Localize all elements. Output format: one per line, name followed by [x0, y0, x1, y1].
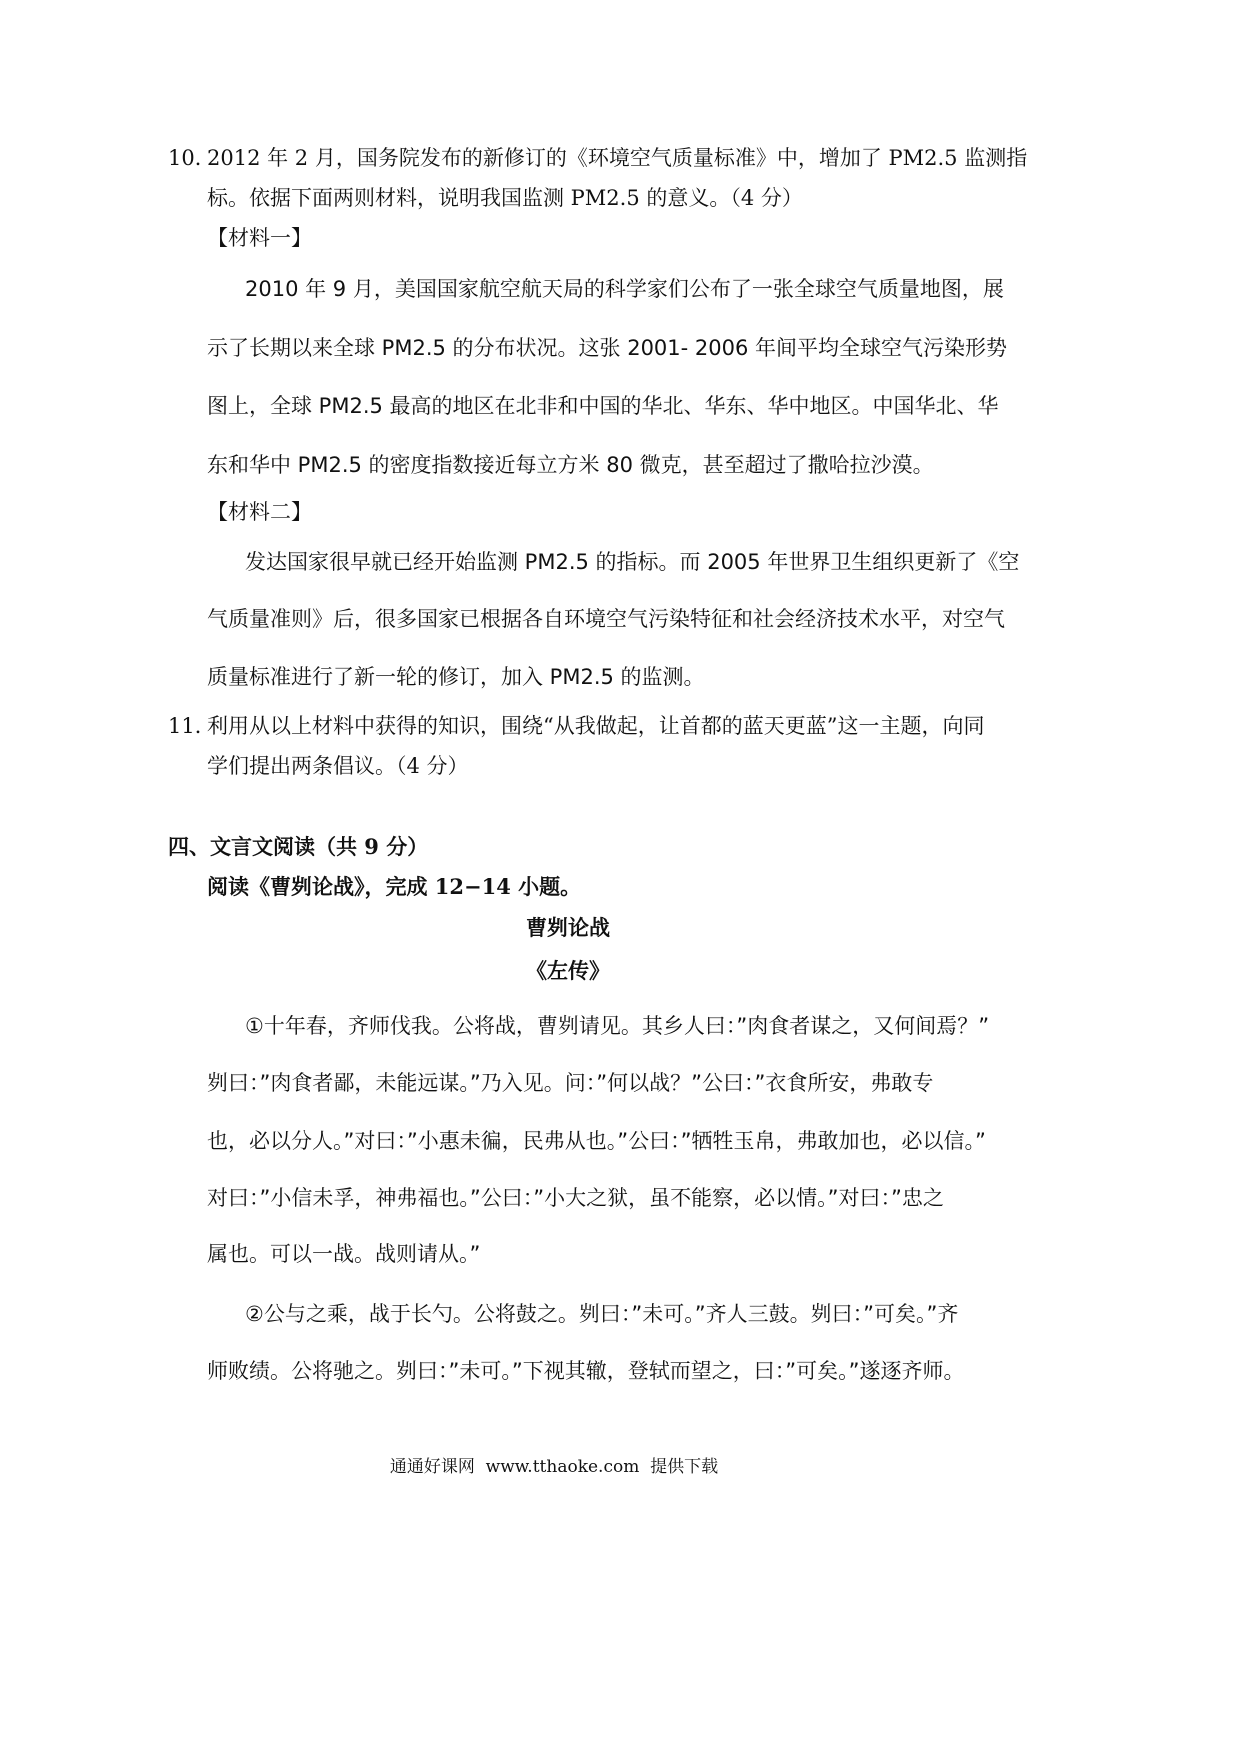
question-10-line-2: 标。依据下面两则材料，说明我国监测 PM2.5 的意义。（4 分） [207, 186, 803, 210]
material-1-label: 【材料一】 [207, 226, 312, 250]
passage-para-2-line-1: ②公与之乘，战于长勺。公将鼓之。刿曰：”未可。”齐人三鼓。刿曰：”可矣。”齐 [245, 1302, 959, 1326]
page-footer: 通通好课网 www.tthaoke.com 提供下载 [389, 1457, 719, 1477]
material-2-line-2: 气质量准则》后，很多国家已根据各自环境空气污染特征和社会经济技术水平，对空气 [207, 607, 1005, 631]
section-heading: 四、文言文阅读（共 9 分） [168, 834, 429, 859]
passage-title: 曹刿论战 [526, 915, 610, 940]
passage-para-2-line-2: 师败绩。公将驰之。刿曰：”未可。”下视其辙，登轼而望之，曰：”可矣。”遂逐齐师。 [207, 1359, 965, 1383]
material-1-line-3: 图上，全球 PM2.5 最高的地区在北非和中国的华北、华东、华中地区。中国华北、华 [207, 394, 999, 418]
question-11-line-2: 学们提出两条倡议。（4 分） [207, 754, 469, 778]
passage-para-1-line-5: 属也。可以一战。战则请从。” [207, 1242, 481, 1266]
material-2-line-3: 质量标准进行了新一轮的修订，加入 PM2.5 的监测。 [207, 665, 705, 689]
material-1-line-4: 东和华中 PM2.5 的密度指数接近每立方米 80 微克，甚至超过了撒哈拉沙漠。 [207, 453, 934, 477]
question-11-number: 11． [168, 714, 216, 738]
material-1-line-1: 2010 年 9 月，美国国家航空航天局的科学家们公布了一张全球空气质量地图，展 [245, 277, 1004, 301]
question-10-line-1: 2012 年 2 月，国务院发布的新修订的《环境空气质量标准》中，增加了 PM2.5 监测指 [207, 146, 1028, 170]
question-10-number: 10． [168, 146, 216, 170]
passage-source: 《左传》 [526, 958, 610, 983]
passage-para-1-line-3: 也，必以分人。”对曰：”小惠未徧，民弗从也。”公曰：”牺牲玉帛，弗敢加也，必以信。” [207, 1129, 986, 1153]
reading-instruction: 阅读《曹刿论战》，完成 12−14 小题。 [207, 874, 582, 899]
question-11-line-1: 利用从以上材料中获得的知识，围绕“从我做起，让首都的蓝天更蓝”这一主题，向同 [207, 714, 985, 738]
material-1-line-2: 示了长期以来全球 PM2.5 的分布状况。这张 2001- 2006 年间平均全球空气污染形势 [207, 336, 1008, 360]
material-2-line-1: 发达国家很早就已经开始监测 PM2.5 的指标。而 2005 年世界卫生组织更新了《空 [245, 550, 1020, 574]
passage-para-1-line-2: 刿曰：”肉食者鄙，未能远谋。”乃入见。问：”何以战？”公曰：”衣食所安，弗敢专 [207, 1071, 934, 1095]
passage-para-1-line-1: ①十年春，齐师伐我。公将战，曹刿请见。其乡人曰：”肉食者谋之，又何间焉？” [245, 1014, 990, 1038]
passage-para-1-line-4: 对曰：”小信未孚，神弗福也。”公曰：”小大之狱，虽不能察，必以情。”对曰：”忠之 [207, 1186, 944, 1210]
material-2-label: 【材料二】 [207, 500, 312, 524]
